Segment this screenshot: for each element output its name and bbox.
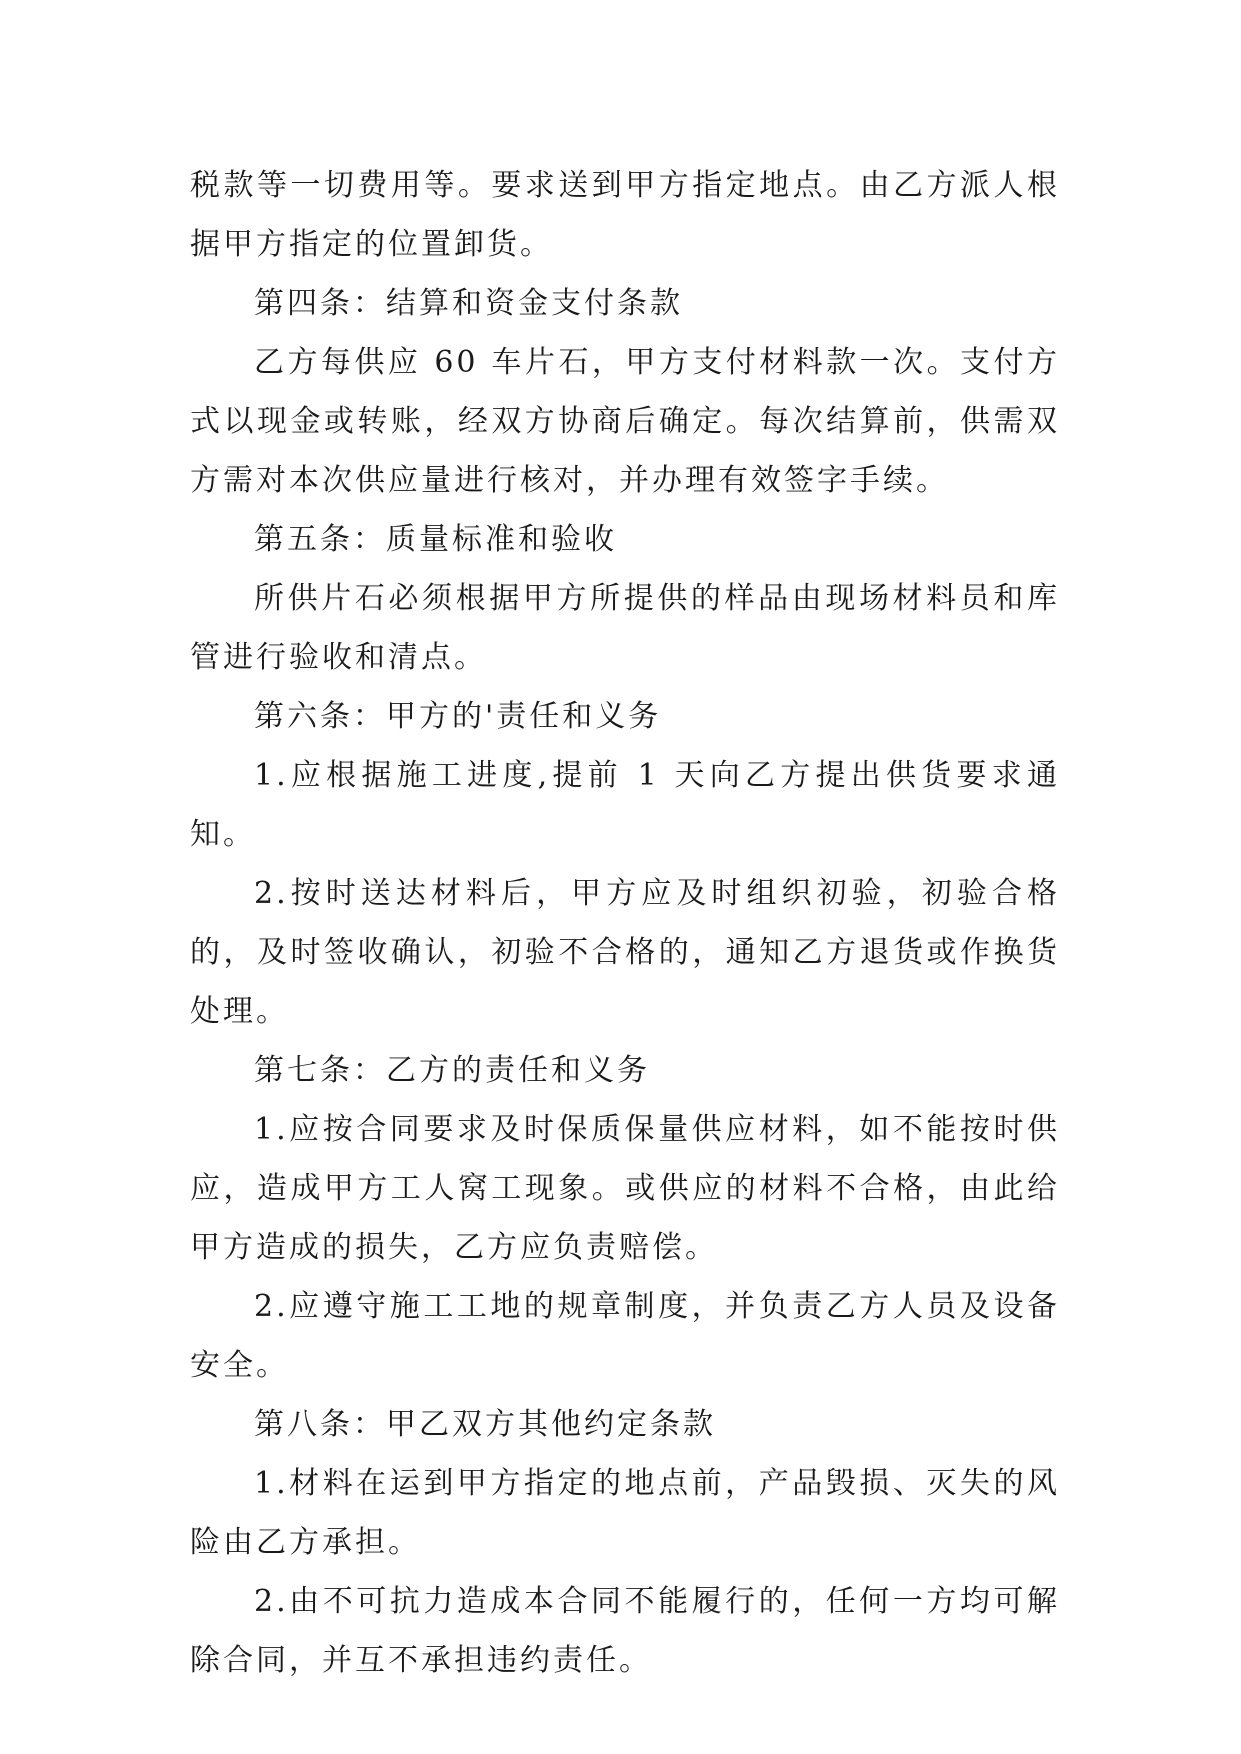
paragraph-party-b-duty-2: 2.应遵守施工工地的规章制度，并负责乙方人员及设备安全。 <box>190 1289 1060 1383</box>
article-6-heading: 第六条：甲方的'责任和义务 <box>254 699 662 734</box>
paragraph-party-b-duty-1: 1.应按合同要求及时保质保量供应材料，如不能按时供应，造成甲方工人窝工现象。或供应的材料不合格，由此给甲方造成的损失，乙方应负责赔偿。 <box>190 1112 1060 1265</box>
paragraph-taxes-continuation: 税款等一切费用等。要求送到甲方指定地点。由乙方派人根据甲方指定的位置卸货。 <box>190 168 1060 262</box>
article-8-heading: 第八条：甲乙双方其他约定条款 <box>254 1407 716 1442</box>
article-7-heading: 第七条：乙方的责任和义务 <box>254 1053 650 1088</box>
paragraph-payment-terms: 乙方每供应 60 车片石，甲方支付材料款一次。支付方式以现金或转账，经双方协商后确定。每次结算前，供需双方需对本次供应量进行核对，并办理有效签字手续。 <box>190 345 1060 498</box>
article-5-heading: 第五条：质量标准和验收 <box>254 522 617 557</box>
paragraph-other-terms-2: 2.由不可抗力造成本合同不能履行的，任何一方均可解除合同，并互不承担违约责任。 <box>190 1584 1060 1678</box>
paragraph-quality-acceptance: 所供片石必须根据甲方所提供的样品由现场材料员和库管进行验收和清点。 <box>190 581 1060 675</box>
document-page <box>190 156 1060 1690</box>
article-4-heading: 第四条：结算和资金支付条款 <box>254 286 683 321</box>
paragraph-party-a-duty-1: 1.应根据施工进度,提前 1 天向乙方提出供货要求通知。 <box>190 758 1060 852</box>
paragraph-party-a-duty-2: 2.按时送达材料后，甲方应及时组织初验，初验合格的，及时签收确认，初验不合格的，通知乙方退货或作换货处理。 <box>190 876 1060 1029</box>
paragraph-other-terms-1: 1.材料在运到甲方指定的地点前，产品毁损、灭失的风险由乙方承担。 <box>190 1466 1060 1560</box>
